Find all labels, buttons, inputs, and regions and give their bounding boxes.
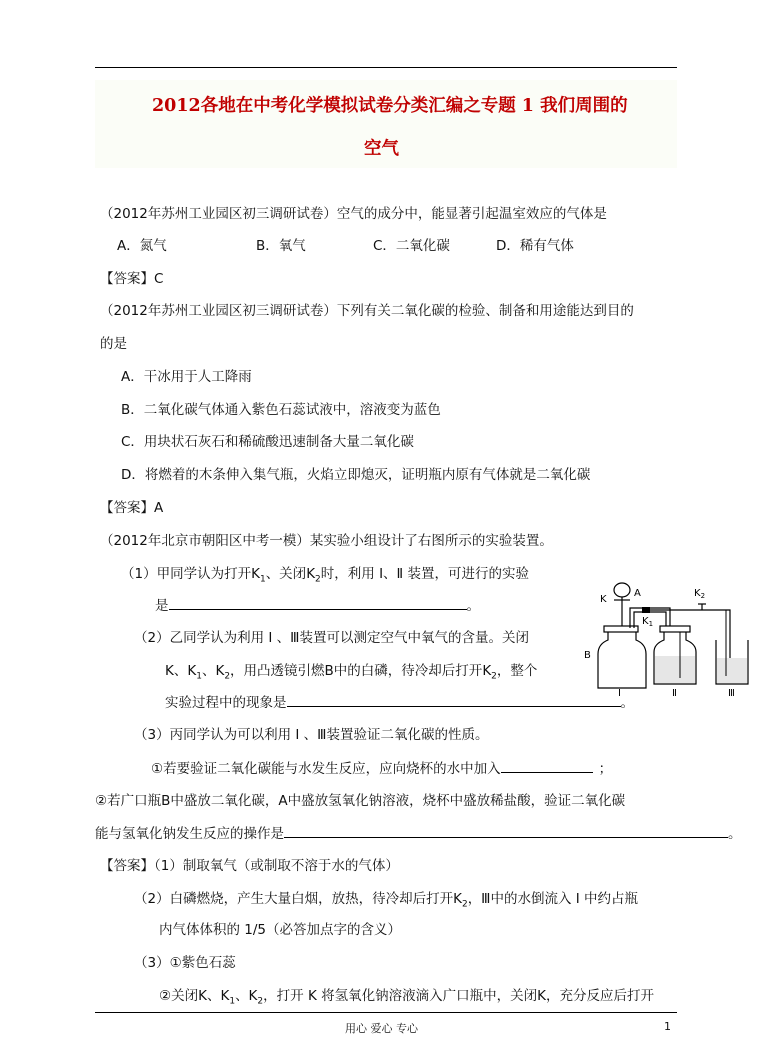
q2-option-a: A．干冰用于人工降雨 [121, 369, 252, 385]
answer3-line3: 内气体体积的 1/5（必答加点字的含义） [159, 922, 402, 938]
q3-part1-answer-blank[interactable] [169, 597, 467, 610]
q2-answer: 【答案】A [100, 500, 164, 516]
q3-part3-period: 。 [728, 826, 742, 842]
q3-part1-k2: K [306, 566, 316, 582]
q1-answer: 【答案】C [100, 271, 164, 287]
q1-option-b: B．氧气 [256, 238, 306, 254]
label-k1 [642, 616, 653, 628]
q3-part3-text-d: 能与氢氧化钠发生反应的操作是 [95, 826, 284, 842]
answer3-line1: 【答案】（1）制取氧气（或制取不溶于水的气体） [100, 858, 399, 874]
q2-stem: （2012年苏州工业园区初三调研试卷）下列有关二氧化碳的检验、制备和用途能达到目的 [100, 303, 634, 319]
answer3-ks: K、K [198, 988, 230, 1004]
page-number: 1 [664, 1020, 671, 1033]
q3-part3: （3）丙同学认为可以利用 Ⅰ 、Ⅲ装置验证二氧化碳的性质。 [134, 727, 489, 743]
q3-part2-comma: 、K [201, 663, 225, 679]
q3-part2-text-c: ，整个 [496, 663, 538, 679]
footer-motto: 用心 爱心 专心 [345, 1022, 418, 1035]
q3-part3-semicolon: ； [598, 761, 613, 777]
answer3-text-c: ②关闭 [159, 988, 199, 1004]
q2-stem-cont: 的是 [100, 336, 127, 352]
label-k2 [694, 588, 705, 600]
label-k: K [600, 594, 607, 605]
label-k2-sub: 2 [700, 592, 706, 600]
q3-part2-ks-sub2: 2 [224, 671, 231, 682]
q3-part2-ks: K、K [165, 663, 197, 679]
q3-part1-text-d: 是 [155, 598, 169, 614]
q3-part2-answer-blank[interactable] [287, 694, 621, 707]
q3-part2-line3 [165, 694, 634, 711]
answer3-k2: K [453, 891, 462, 907]
funnel-bulb [614, 583, 630, 597]
q3-part3-sub2-line2 [95, 825, 742, 842]
q3-part3-sub2: ②若广口瓶B中盛放二氧化碳，A中盛放氢氧化钠溶液，烧杯中盛放稀盐酸，验证二氧化碳 [95, 793, 626, 809]
q3-part1-text-b: 、关闭 [265, 566, 307, 582]
q3-part2-text-d: 实验过程中的现象是 [165, 695, 287, 711]
q3-part2-k2-sub: 2 [491, 671, 497, 682]
q3-part3-answer-blank-2[interactable] [284, 825, 728, 838]
label-iii: Ⅲ [728, 688, 735, 698]
bottle-2-water [655, 656, 695, 683]
answer3-text-d: ，打开 K 将氢氧化钠溶液滴入广口瓶中，关闭K，充分反应后打开 [263, 988, 654, 1004]
answer3-k2-sub: 2 [461, 899, 468, 910]
q3-part1-k1-sub: 1 [259, 574, 266, 585]
bottle-1-stopper [604, 626, 638, 632]
q3-part1-period: 。 [466, 598, 480, 614]
q3-part2: （2）乙同学认为利用 Ⅰ 、Ⅲ装置可以测定空气中氧气的含量。关闭 [134, 630, 529, 646]
q3-part2-ks-sub1: 1 [196, 671, 202, 682]
label-a: A [634, 588, 641, 599]
answer3-line2 [134, 891, 638, 913]
q3-part2-k2: K [482, 663, 492, 679]
footer-rule [95, 1012, 677, 1013]
q2-option-d: D．将燃着的木条伸入集气瓶，火焰立即熄灭，证明瓶内原有气体就是二氧化碳 [121, 467, 591, 483]
q3-part1-k2-sub: 2 [315, 574, 321, 585]
q1-option-d: D．稀有气体 [496, 238, 574, 254]
q3-part1-text-a: （1）甲同学认为打开 [121, 566, 252, 582]
label-k1-letter: K [642, 616, 649, 627]
q3-part3-answer-blank-1[interactable] [501, 760, 593, 773]
label-b: B [584, 650, 591, 661]
q3-part1-line2 [155, 597, 480, 614]
label-k2-letter: K [694, 588, 701, 599]
label-i: Ⅰ [618, 688, 621, 698]
q3-part2-line2 [165, 663, 537, 685]
bottle-1 [598, 632, 646, 688]
answer3-line5 [159, 988, 654, 1010]
header-rule [95, 67, 677, 68]
q3-part1-text-c: 时，利用 Ⅰ、Ⅱ 装置，可进行的实验 [320, 566, 529, 582]
q3-part1-k1: K [251, 566, 260, 582]
answer3-text-b: ，Ⅲ中的水倒流入 Ⅰ 中约占瓶 [467, 891, 639, 907]
q3-stem: （2012年北京市朝阳区中考一模）某实验小组设计了右图所示的实验装置。 [100, 533, 553, 549]
q1-stem: （2012年苏州工业园区初三调研试卷）空气的成分中，能显著引起温室效应的气体是 [100, 206, 607, 222]
q1-option-a: A．氮气 [117, 238, 167, 254]
q3-part2-period: 。 [620, 695, 634, 711]
q3-part3-sub1 [151, 760, 612, 777]
apparatus-diagram [580, 578, 760, 698]
doc-title-line1: 2012各地在中考化学模拟试卷分类汇编之专题 1 我们周围的 [152, 96, 628, 116]
q3-part3-text-b: ①若要验证二氧化碳能与水发生反应，应向烧杯的水中加入 [151, 761, 501, 777]
q2-option-b: B．二氧化碳气体通入紫色石蕊试液中，溶液变为蓝色 [121, 402, 441, 418]
answer3-text-a: （2）白磷燃烧，产生大量白烟，放热，待冷却后打开 [134, 891, 454, 907]
beaker-3-water [717, 658, 747, 683]
answer3-ks-sub1: 1 [229, 996, 236, 1007]
answer3-ks-sub2: 2 [257, 996, 264, 1007]
answer3-line4: （3）①紫色石蕊 [134, 955, 236, 971]
doc-title-line2: 空气 [364, 139, 399, 159]
clamp-k1 [642, 607, 650, 613]
bottle-2-stopper [660, 626, 690, 632]
q2-option-c: C．用块状石灰石和稀硫酸迅速制备大量二氧化碳 [121, 434, 414, 450]
q3-part1 [121, 566, 529, 588]
label-k1-sub: 1 [648, 620, 654, 628]
answer3-comma: 、K [235, 988, 258, 1004]
q1-option-c: C．二氧化碳 [373, 238, 450, 254]
label-ii: Ⅱ [672, 688, 677, 698]
q3-part2-text-b: ，用凸透镜引燃B中的白磷，待冷却后打开 [230, 663, 483, 679]
